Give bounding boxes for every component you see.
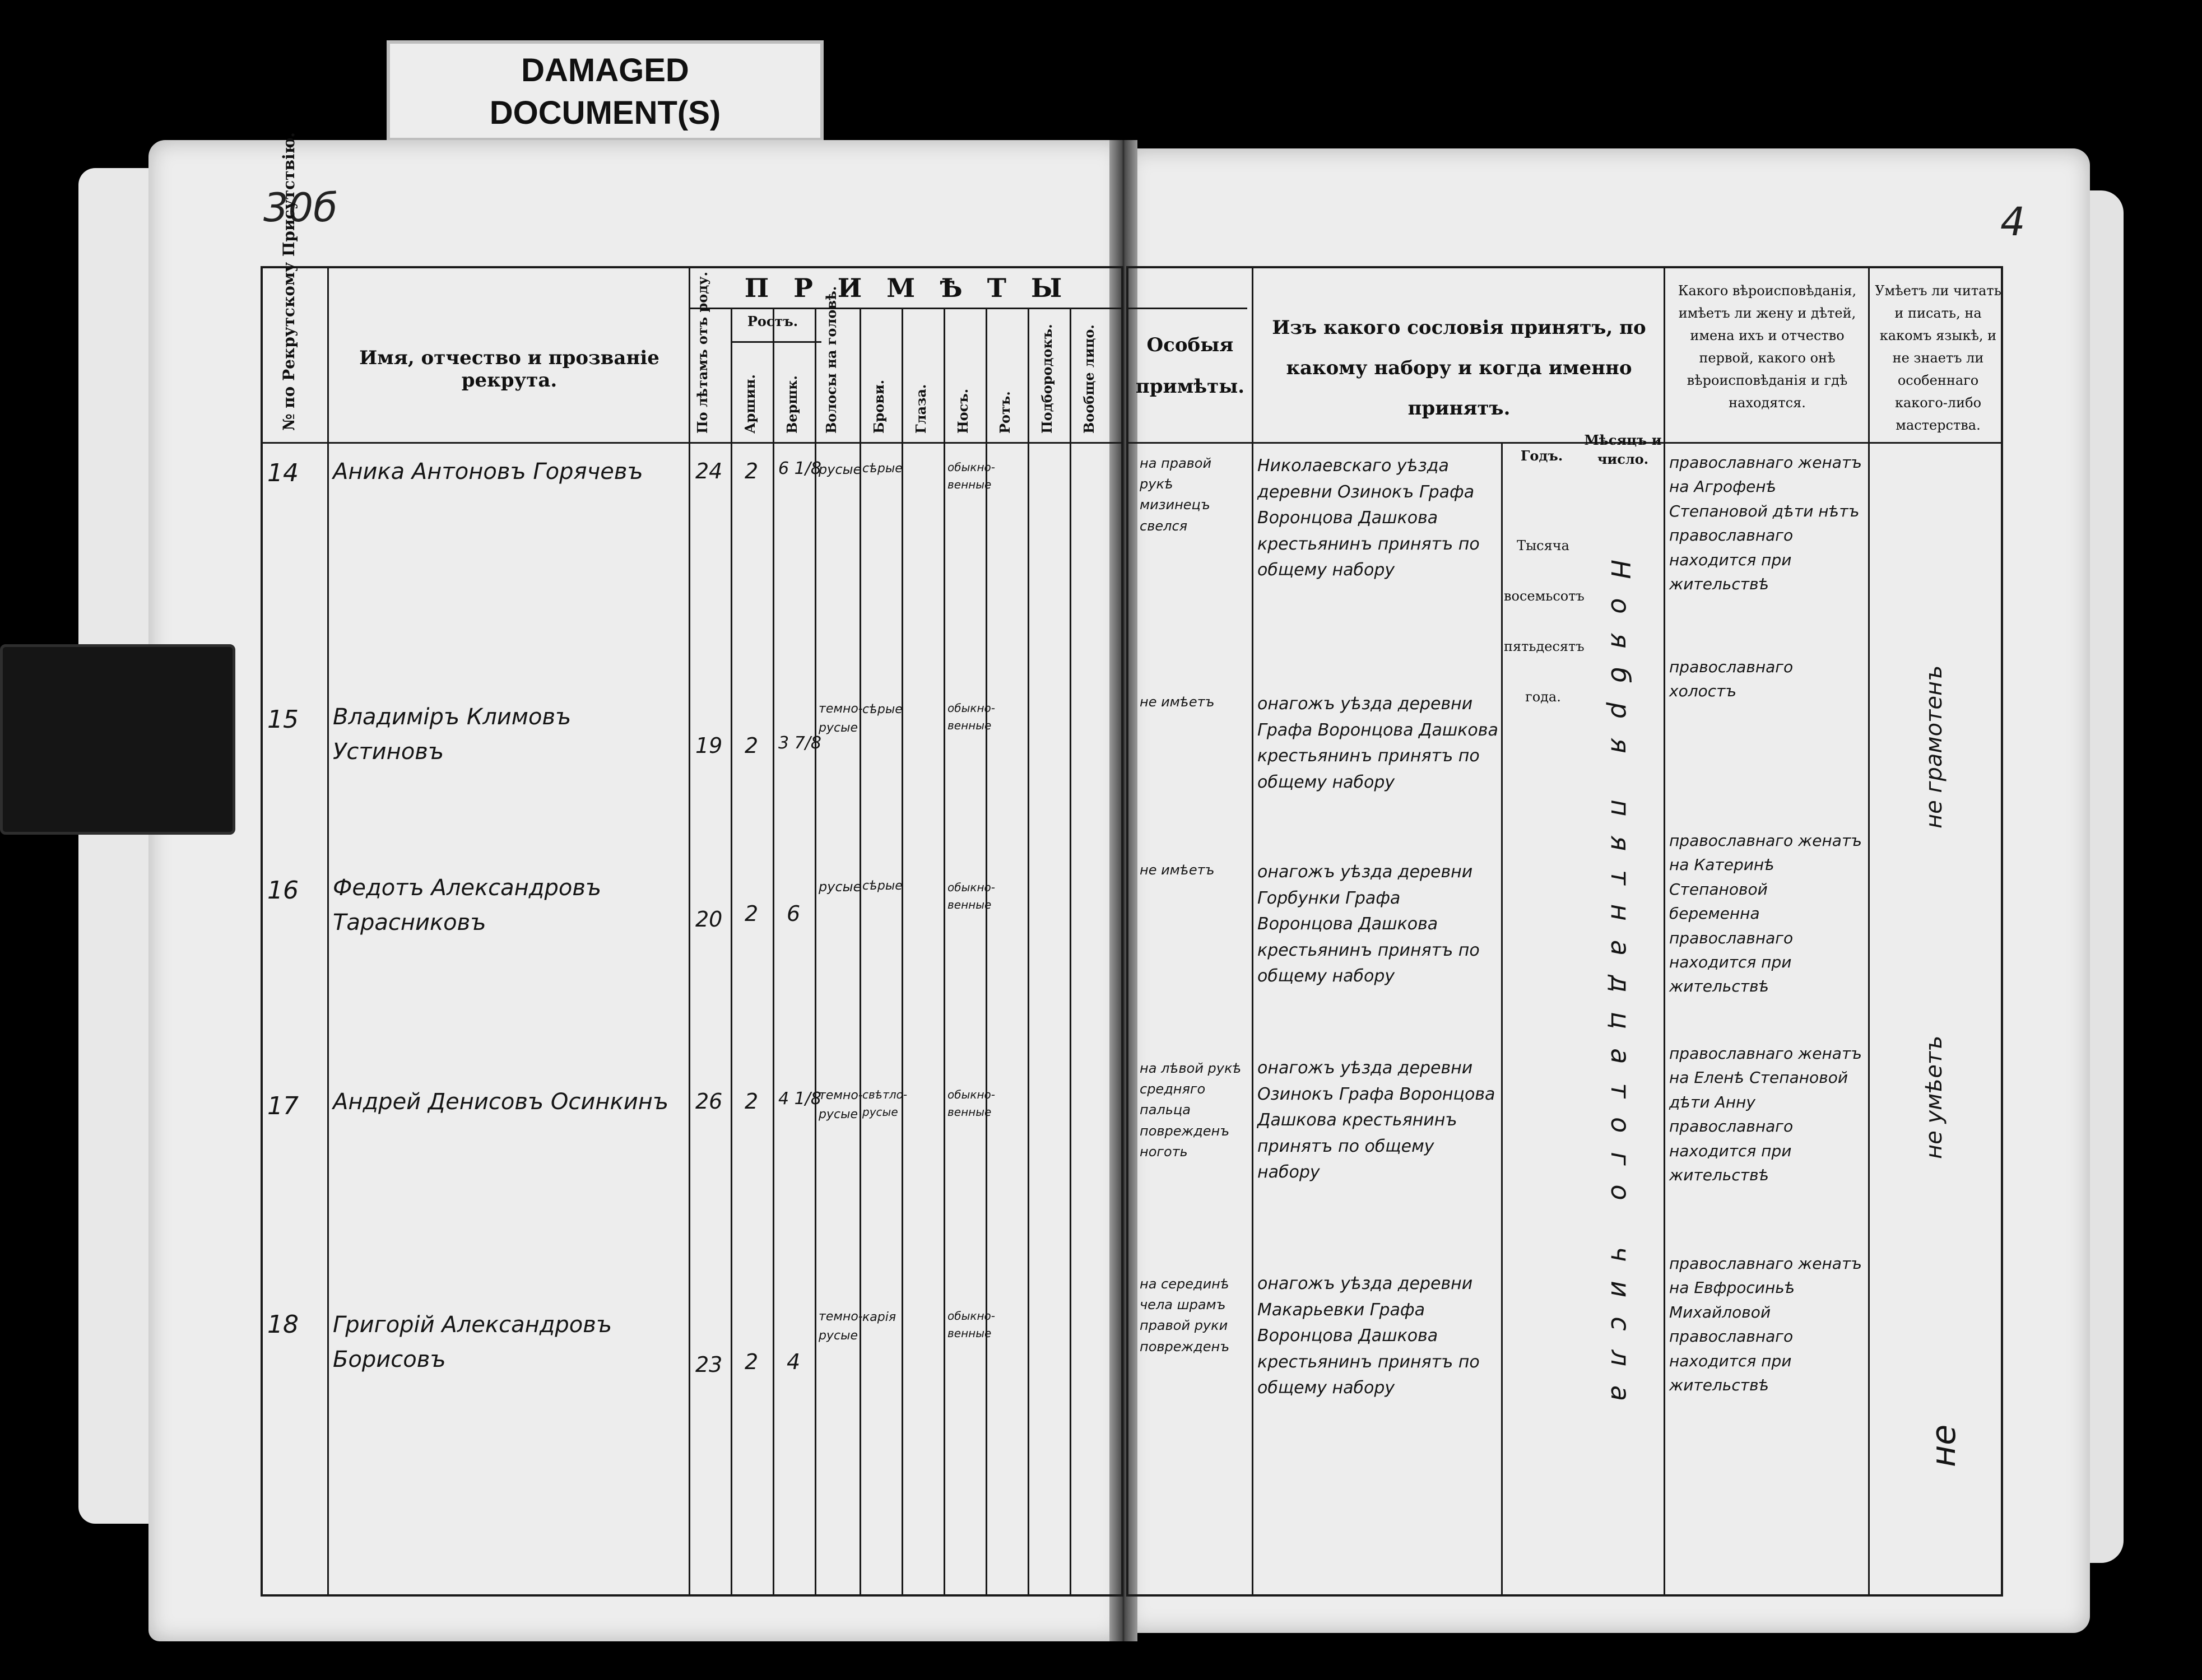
recruit-age: 24 — [695, 459, 723, 483]
row-number: 16 — [267, 876, 299, 905]
recruit-brows: карія — [862, 1310, 896, 1324]
recruit-nose-mouth: обыкно-венные — [947, 1309, 995, 1340]
recruit-vershok: 4 — [787, 1349, 801, 1374]
recruit-age: 26 — [695, 1089, 723, 1114]
header-eyes: Глаза. — [913, 384, 929, 434]
recruit-brows: свѣтло-русые — [862, 1088, 908, 1119]
religion-entry: православнаго женатъ на Катеринѣ Степановой беременна православнаго находится при жительствѣ — [1669, 831, 1862, 996]
literacy-vertical: не умѣетъ — [1921, 1035, 1947, 1159]
header-mouth: Ротъ. — [997, 391, 1013, 434]
recruit-brows: сѣрые — [862, 702, 903, 716]
header-religion: Какого вѣроисповѣданія, имѣетъ ли жену и дѣтей, имена ихъ и отчество первой, какого онѣ вѣроисповѣданія и гдѣ находятся. — [1678, 283, 1857, 411]
recruit-name: Федотъ Александровъ Тарасниковъ — [333, 875, 602, 936]
special-marks: на лѣвой рукѣ средняго пальца поврежденъ ноготь — [1140, 1060, 1242, 1160]
month-day-vertical: Ноября пятнадцатого числа — [1605, 560, 1636, 1421]
recruit-vershok: 6 1/8 — [778, 459, 821, 478]
recruit-vershok: 6 — [787, 901, 801, 926]
literacy-row14: не грамотенъ — [1921, 665, 1947, 829]
header-vershok: Вершк. — [784, 375, 800, 434]
estate-entry: онагожъ уѣзда деревни Макарьевки Графа Воронцова Дашкова крестьянинъ принятъ по общему набору — [1257, 1274, 1480, 1398]
header-special-marks: Особыя примѣты. — [1135, 334, 1245, 398]
estate-entry: онагожъ уѣзда деревни Графа Воронцова Дашкова крестьянинъ принятъ по общему набору — [1257, 694, 1498, 792]
header-height: Ростъ. — [747, 313, 798, 329]
row-number: 17 — [267, 1092, 299, 1120]
header-brows: Брови. — [871, 379, 887, 434]
recruit-age: 19 — [695, 733, 723, 758]
recruit-brows: сѣрые — [862, 462, 903, 476]
printed-year: Тысяча восемьсотъ пятьдесятъ года. — [1504, 538, 1585, 705]
row-number: 18 — [267, 1310, 299, 1339]
recruit-brows: сѣрые — [862, 879, 903, 893]
binder-clip — [0, 644, 235, 835]
row-number: 14 — [267, 459, 299, 487]
recruit-hair: темно-русые — [819, 1310, 863, 1343]
recruit-arshin: 2 — [745, 459, 759, 483]
special-marks: не имѣетъ — [1140, 694, 1215, 710]
scanner-ruler — [0, 0, 2202, 34]
header-chin: Подбородокъ. — [1039, 324, 1055, 434]
header-arshin: Аршин. — [742, 374, 758, 434]
header-nose: Носъ. — [955, 388, 971, 434]
folio-left: 30б — [263, 185, 338, 231]
recruit-arshin: 2 — [745, 1089, 759, 1114]
register-table-right — [1126, 266, 2003, 1597]
recruit-hair: русые — [819, 879, 862, 895]
recruit-age: 20 — [695, 907, 723, 932]
estate-entry: онагожъ уѣзда деревни Горбунки Графа Воронцова Дашкова крестьянинъ принятъ по общему набору — [1257, 862, 1480, 986]
recruit-nose-mouth: обыкно-венные — [947, 460, 995, 491]
stamp-line-2: DOCUMENT(S) — [489, 95, 721, 131]
header-primety: П Р И М Ѣ Т Ы — [744, 273, 1070, 303]
folio-right: 4 — [2000, 199, 2026, 245]
header-month-day: Мѣсяцъ и число. — [1584, 432, 1662, 467]
recruit-age: 23 — [695, 1352, 723, 1377]
recruit-name: Андрей Денисовъ Осинкинъ — [333, 1089, 669, 1115]
row-number: 15 — [267, 705, 299, 734]
damaged-document-stamp — [387, 40, 824, 141]
recruit-hair: темно-русые — [819, 702, 863, 736]
recruit-name: Владиміръ Климовъ Устиновъ — [333, 704, 572, 765]
header-estate: Изъ какого сословія принятъ, по какому набору и когда именно принятъ. — [1272, 317, 1646, 420]
religion-entry: православнаго холостъ — [1669, 658, 1794, 701]
header-age: По лѣтамъ отъ роду. — [694, 271, 710, 434]
literacy-row18: не — [1924, 1424, 1963, 1467]
recruit-nose-mouth: обыкно-венные — [947, 1088, 995, 1119]
estate-entry: Николаевскаго уѣзда деревни Озинокъ Графа Воронцова Дашкова крестьянинъ принятъ по общему набору — [1257, 456, 1480, 580]
header-face: Вообще лицо. — [1081, 324, 1097, 434]
religion-entry: православнаго женатъ на Еленѣ Степановой дѣти Анну православнаго находится при жительствѣ — [1669, 1044, 1862, 1184]
recruit-arshin: 2 — [745, 1349, 759, 1374]
recruit-vershok: 3 7/8 — [778, 733, 821, 753]
recruit-hair: русые — [819, 462, 862, 477]
recruit-hair: темно-русые — [819, 1088, 863, 1122]
special-marks: на серединѣ чела шрамъ правой руки поврежденъ — [1140, 1276, 1230, 1355]
recruit-arshin: 2 — [745, 733, 759, 758]
header-literacy: Умѣетъ ли читать и писать, на какомъ языкѣ, и не знаетъ ли особеннаго какого-либо мастерства. — [1875, 283, 2001, 433]
header-hair: Волосы на головѣ. — [823, 286, 839, 434]
header-record-number: № по Рекрутскому Присутствію. — [280, 132, 298, 431]
recruit-name: Григорій Александровъ Борисовъ — [333, 1312, 612, 1372]
recruit-nose-mouth: обыкно-венные — [947, 701, 995, 732]
religion-entry: православнаго женатъ на Агрофенѣ Степановой дѣти нѣтъ православнаго находится при жительствѣ — [1669, 453, 1862, 593]
religion-entry: православнаго женатъ на Евфросиньѣ Михайловой православнаго находится при жительствѣ — [1669, 1254, 1862, 1394]
recruit-nose-mouth: обыкно-венные — [947, 881, 995, 911]
stamp-line-1: DAMAGED — [521, 52, 689, 89]
recruit-vershok: 4 1/8 — [778, 1089, 821, 1109]
recruit-arshin: 2 — [745, 901, 759, 926]
header-year: Годъ. — [1520, 448, 1563, 464]
estate-entry: онагожъ уѣзда деревни Озинокъ Графа Воронцова Дашкова крестьянинъ принятъ по общему набору — [1257, 1058, 1495, 1182]
special-marks: на правой рукѣ мизинецъ свелся — [1140, 455, 1212, 534]
recruit-name: Аника Антоновъ Горячевъ — [333, 459, 643, 485]
header-recruit-name: Имя, отчество и прозваніе рекрута. — [359, 347, 659, 392]
special-marks: не имѣетъ — [1140, 862, 1215, 878]
